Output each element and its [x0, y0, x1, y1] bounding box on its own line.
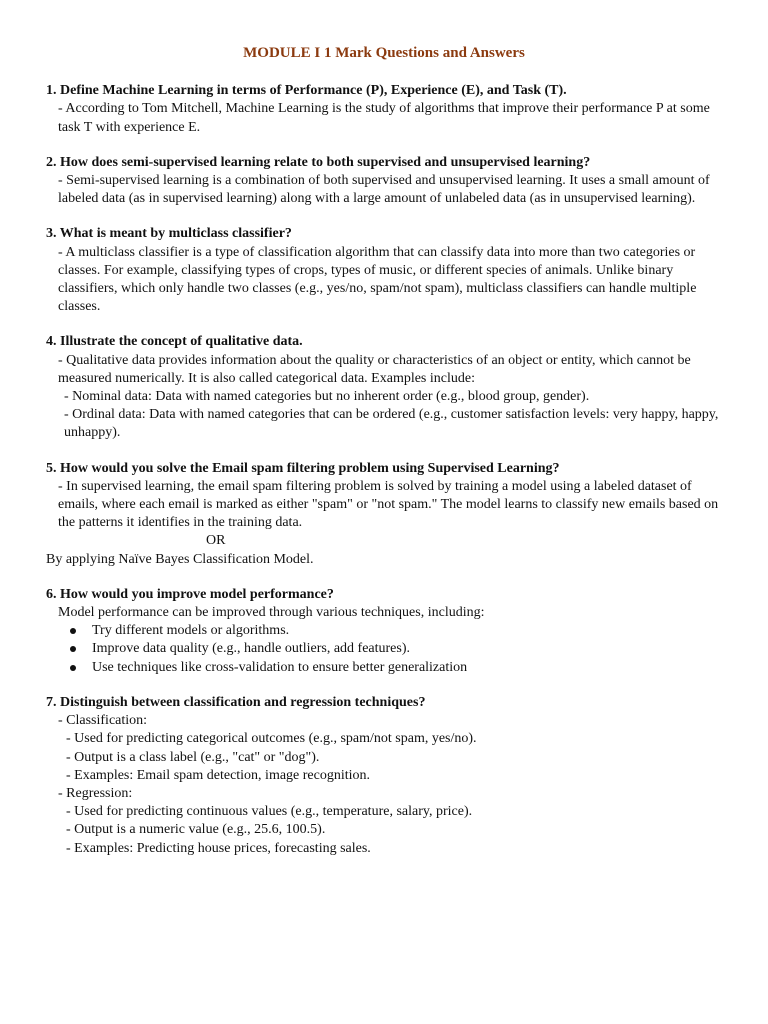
answer-intro: Model performance can be improved through various techniques, including:	[58, 605, 485, 621]
question-2	[46, 154, 722, 209]
question-heading: 7. Distinguish between classification and regression techniques?	[46, 694, 426, 710]
regression-point: - Used for predicting continuous values (e.g., temperature, salary, price).	[66, 804, 473, 820]
list-item	[70, 622, 722, 640]
question-3	[46, 225, 722, 316]
question-4	[46, 333, 722, 442]
list-item-text: Try different models or algorithms.	[92, 623, 290, 639]
ordinal-data-item: - Ordinal data: Data with named categories that can be ordered (e.g., customer satisfaction levels: very happy, happy, unhappy).	[64, 407, 719, 441]
question-1	[46, 82, 722, 137]
list-item	[70, 640, 722, 658]
list-item	[70, 659, 722, 677]
technique-list	[46, 622, 722, 677]
nominal-data-item: - Nominal data: Data with named categories but no inherent order (e.g., blood group, gender).	[64, 389, 590, 405]
list-item-text: Use techniques like cross-validation to ensure better generalization	[92, 659, 468, 675]
question-heading: 6. How would you improve model performance?	[46, 586, 334, 602]
answer-text: - A multiclass classifier is a type of classification algorithm that can classify data into more than two categories or classes. For example, classifying types of crops, types of music, or different species of animals. Unlike binary classifiers, which only handle two classes (e.g., yes/no, spam/not spam), multiclass classifiers can handle multiple classes.	[58, 244, 697, 315]
classification-point: - Used for predicting categorical outcomes (e.g., spam/not spam, yes/no).	[66, 731, 477, 747]
question-6	[46, 586, 722, 677]
page-title: MODULE I 1 Mark Questions and Answers	[243, 45, 525, 61]
regression-point: - Examples: Predicting house prices, forecasting sales.	[66, 840, 371, 856]
regression-label: - Regression:	[58, 785, 133, 801]
question-5	[46, 460, 722, 569]
bullet-icon	[70, 646, 76, 652]
question-heading: 2. How does semi-supervised learning relate to both supervised and unsupervised learning?	[46, 154, 591, 170]
list-item-text: Improve data quality (e.g., handle outliers, add features).	[92, 641, 410, 657]
answer-text: - Semi-supervised learning is a combination of both supervised and unsupervised learning. It uses a small amount of labeled data (as in supervised learning) along with a large amount of unlabeled data (as in unsupervised learning).	[58, 173, 710, 207]
question-heading: 4. Illustrate the concept of qualitative data.	[46, 334, 303, 350]
bullet-icon	[70, 628, 76, 634]
or-separator: OR	[206, 533, 226, 549]
regression-point: - Output is a numeric value (e.g., 25.6, 100.5).	[66, 822, 326, 838]
question-7	[46, 694, 722, 858]
answer-text: - Qualitative data provides information about the quality or characteristics of an object or entity, which cannot be measured numerically. It is also called categorical data. Examples include:	[58, 352, 691, 386]
classification-point: - Examples: Email spam detection, image recognition.	[66, 767, 371, 783]
bullet-icon	[70, 665, 76, 671]
classification-label: - Classification:	[58, 713, 148, 729]
question-heading: 5. How would you solve the Email spam filtering problem using Supervised Learning?	[46, 460, 560, 476]
answer-text: - According to Tom Mitchell, Machine Learning is the study of algorithms that improve their performance P at some task T with experience E.	[58, 101, 710, 135]
answer-text: - In supervised learning, the email spam filtering problem is solved by training a model using a labeled dataset of emails, where each email is marked as either "spam" or "not spam." The model learns to classify new emails based on the patterns it identifies in the training data.	[58, 478, 719, 531]
alternate-answer: By applying Naïve Bayes Classification Model.	[46, 551, 314, 567]
question-heading: 1. Define Machine Learning in terms of Performance (P), Experience (E), and Task (T).	[46, 83, 567, 99]
classification-point: - Output is a class label (e.g., "cat" or "dog").	[66, 749, 320, 765]
question-heading: 3. What is meant by multiclass classifier?	[46, 226, 292, 242]
